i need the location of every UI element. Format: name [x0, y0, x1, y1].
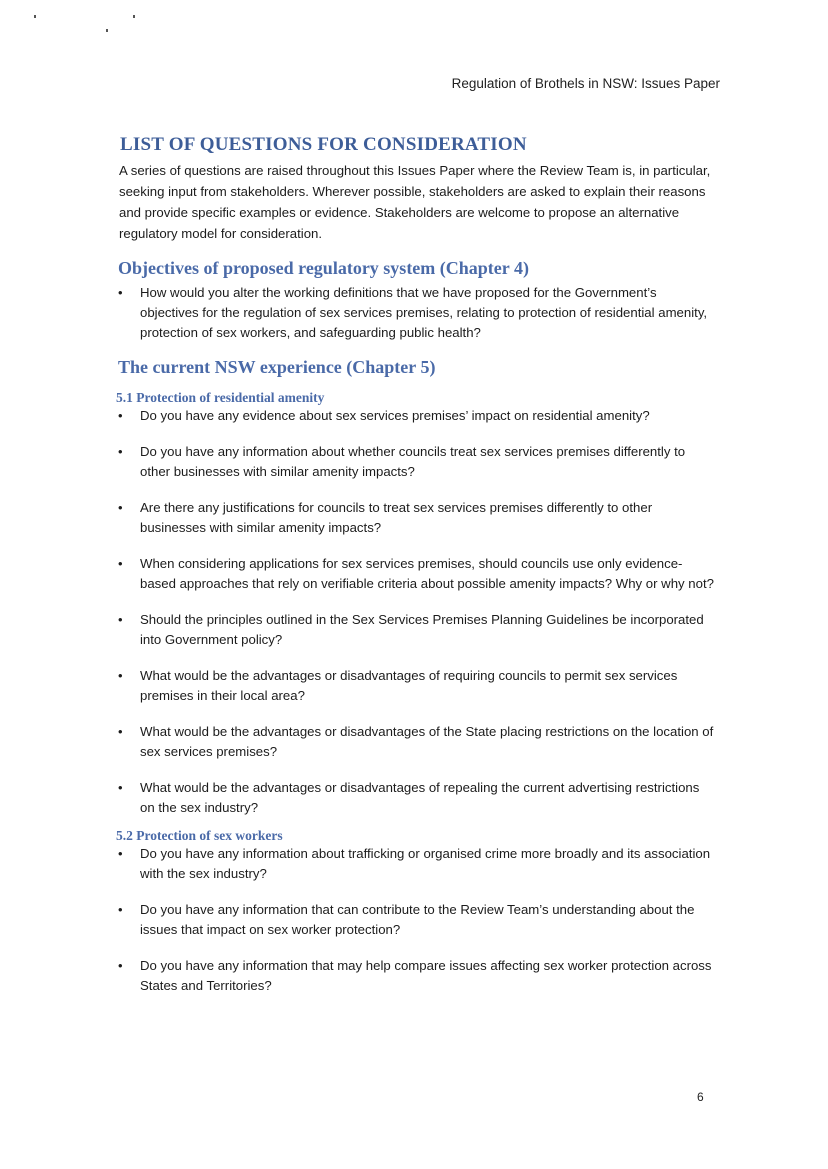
question-text: What would be the advantages or disadvantages of requiring councils to permit sex services premises in their local area? — [140, 668, 678, 703]
list-item — [116, 283, 716, 343]
list-item — [116, 442, 716, 482]
running-header: Regulation of Brothels in NSW: Issues Paper — [451, 76, 720, 91]
list-item — [116, 610, 716, 650]
list-item — [116, 900, 716, 940]
question-text: What would be the advantages or disadvantages of the State placing restrictions on the location of sex services premises? — [140, 724, 714, 759]
question-list-objectives — [116, 283, 716, 343]
question-text: Do you have any information about trafficking or organised crime more broadly and its association with the sex industry? — [140, 846, 711, 881]
question-text: Do you have any information that can contribute to the Review Team’s understanding about the issues that impact on sex worker protection? — [140, 902, 695, 937]
question-text: Should the principles outlined in the Sex Services Premises Planning Guidelines be incorporated into Government policy? — [140, 612, 704, 647]
page-content — [116, 134, 716, 1012]
question-list-sex-workers — [116, 844, 716, 996]
scan-speck — [106, 29, 108, 32]
page-title: LIST OF QUESTIONS FOR CONSIDERATION — [120, 134, 527, 155]
list-item — [116, 844, 716, 884]
list-item — [116, 498, 716, 538]
list-item — [116, 778, 716, 818]
bullet-icon: • — [118, 285, 123, 300]
question-text: Are there any justifications for councils to treat sex services premises differently to other businesses with similar amenity impacts? — [140, 500, 653, 535]
question-text: Do you have any information about whether councils treat sex services premises differently to other businesses with similar amenity impacts? — [140, 444, 686, 479]
bullet-icon: • — [118, 780, 123, 795]
bullet-icon: • — [118, 724, 123, 739]
bullet-icon: • — [118, 408, 123, 423]
bullet-icon: • — [118, 958, 123, 973]
list-item — [116, 722, 716, 762]
list-item — [116, 554, 716, 594]
question-text: What would be the advantages or disadvantages of repealing the current advertising restrictions on the sex industry? — [140, 780, 700, 815]
question-text: Do you have any information that may help compare issues affecting sex worker protection across States and Territories? — [140, 958, 712, 993]
section-heading-objectives: Objectives of proposed regulatory system (Chapter 4) — [118, 258, 529, 278]
intro-paragraph: A series of questions are raised throughout this Issues Paper where the Review Team is, in particular, seeking input from stakeholders. Wherever possible, stakeholders are asked to explain their reasons and provide specific examples or evidence. Stakeholders are welcome to propose an alternative regulatory model for consideration. — [119, 163, 711, 241]
question-text: How would you alter the working definitions that we have proposed for the Government’s objectives for the regulation of sex services premises, relating to protection of residential amenity, protection of sex workers, and safeguarding public health? — [140, 285, 708, 340]
bullet-icon: • — [118, 444, 123, 459]
bullet-icon: • — [118, 612, 123, 627]
question-list-residential-amenity — [116, 406, 716, 818]
list-item — [116, 956, 716, 996]
question-text: When considering applications for sex services premises, should councils use only evidence-based approaches that rely on verifiable criteria about possible amenity impacts? Why or why not? — [140, 556, 714, 591]
bullet-icon: • — [118, 846, 123, 861]
section-heading-nsw-experience: The current NSW experience (Chapter 5) — [118, 357, 436, 377]
question-text: Do you have any evidence about sex services premises’ impact on residential amenity? — [140, 408, 650, 423]
bullet-icon: • — [118, 902, 123, 917]
subsection-heading-residential-amenity: 5.1 Protection of residential amenity — [116, 390, 325, 405]
scan-speck — [133, 15, 135, 18]
list-item — [116, 406, 716, 426]
list-item — [116, 666, 716, 706]
scan-speck — [34, 15, 36, 18]
bullet-icon: • — [118, 556, 123, 571]
bullet-icon: • — [118, 668, 123, 683]
subsection-heading-sex-workers: 5.2 Protection of sex workers — [116, 828, 283, 843]
bullet-icon: • — [118, 500, 123, 515]
page-number: 6 — [697, 1090, 704, 1104]
